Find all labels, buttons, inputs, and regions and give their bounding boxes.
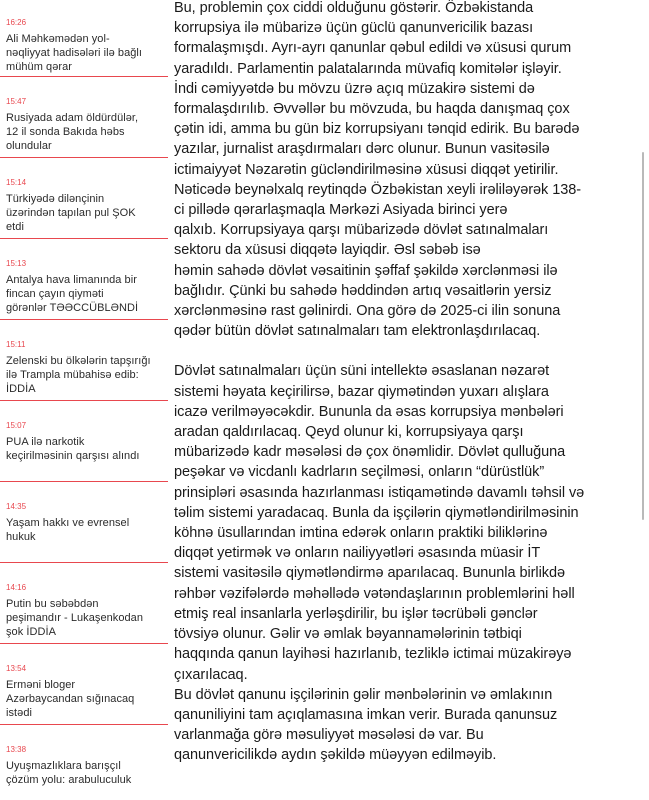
news-item[interactable] [0, 320, 168, 401]
scrollbar-thumb[interactable] [642, 152, 644, 520]
news-title-link[interactable]: PUA ilə narkotik keçirilməsinin qarşısı alındı [6, 436, 140, 462]
news-time: 15:14 [6, 178, 27, 187]
news-title-link[interactable]: Türkiyədə dilənçinin üzərindən tapılan pul ŞOK etdi [6, 193, 136, 233]
news-time: 13:38 [6, 745, 27, 754]
news-item[interactable] [0, 77, 168, 158]
news-time: 15:11 [6, 340, 26, 349]
news-item[interactable] [0, 563, 168, 644]
news-item[interactable] [0, 725, 168, 800]
news-time: 15:13 [6, 259, 27, 268]
news-title-link[interactable]: Uyuşmazlıklara barışçıl çözüm yolu: arabuluculuk [6, 760, 132, 786]
news-time: 15:07 [6, 421, 27, 430]
news-item[interactable] [0, 401, 168, 482]
news-time: 14:16 [6, 583, 27, 592]
article-paragraph: Bu dövlət qanunu işçilərinin gəlir mənbələrinin və əmlakının qanuniliyini tam açıqlamasına imkan verir. Burada qanunsuz varlanmağa görə məsuliyyət məsələsi də var. Bu qanunvericilikdə aydın şəkildə müəyyən edilməyib. [174, 686, 558, 764]
news-title-link[interactable]: Rusiyada adam öldürdülər, 12 il sonda Bakıda həbs olundular [6, 112, 139, 152]
news-item[interactable] [0, 0, 168, 77]
news-item[interactable] [0, 482, 168, 563]
news-title-link[interactable]: Ali Məhkəmədən yol- nəqliyyat hadisələri ilə bağlı mühüm qərar [6, 33, 143, 73]
news-title-link[interactable]: Zelenski bu ölkələrin tapşırığı ilə Trampla mübahisə edib: İDDİA [6, 355, 151, 395]
article-paragraph: Dövlət satınalmaları üçün süni intellektə əsaslanan nəzarət sistemi həyata keçirilirsə, bazar qiymətindən yuxarı alışlara icazə verilməyəcəkdir. Bununla da əsas korrupsiya mənbələri aradan qaldırılacaq. Qeyd olunur ki, korrupsiyaya qarşı mübarizədə kadr məsələsi də çox önəmlidir. Dövlət qulluğuna peşəkar və vicdanlı kadrların seçilməsi, onların “dürüstlük” prinsipləri əsasında hazırlanması istiqamətində davamlı təhsil və təlim sistemi yaradacaq. Bunla da işçilərin qiymətləndirilməsinin köhnə üsullarından imtina edərək onların praktiki biliklərinə diqqət yetirmək və onların nailiyyətləri əsasında müasir İT sistemi vasitəsilə qiymətləndirmə aparılacaq. Bununla birlikdə rəhbər vəzifələrdə məhəllədə vətəndaşlarının problemlərini həll etmiş real insanlarla yerləşdirilir, bu işlər təcrübəli gənclər tövsiyə olunur. Gəlir və əmlak bəyannamələrinin tətbiqi haqqında qanun layihəsi hazırlanıb, tezliklə ictimai müzakirəyə çıxarılacaq. [174, 363, 585, 683]
news-time: 16:26 [6, 18, 27, 27]
news-item[interactable] [0, 239, 168, 320]
news-item[interactable] [0, 644, 168, 725]
news-item[interactable] [0, 158, 168, 239]
news-time: 15:47 [6, 97, 27, 106]
news-title-link[interactable]: Erməni bloger Azərbaycandan sığınacaq istədi [6, 679, 135, 719]
article-body [174, 0, 644, 800]
news-title-link[interactable]: Antalya hava limanında bir fincan çayın qiyməti görənlər TƏƏCCÜBLƏNDİ [6, 274, 139, 314]
paragraph-gap [174, 341, 644, 361]
article-paragraph: Bu, problemin çox ciddi olduğunu göstərir. Özbəkistanda korrupsiya ilə mübarizə üçün güclü qanunvericilik bazası formalaşmışdı. Ayrı-ayrı qanunlar qəbul edildi və xüsusi qurum yaradıldı. Parlamentin palatalarında müvafiq komitələr işləyir. İndi cəmiyyətdə bu mövzu üzrə açıq müzakirə sistemi də formalaşdırılıb. Əvvəllər bu mövzuda, bu haqda danışmaq çox çətin idi, amma bu gün biz korrupsiyanı tənqid edirik. Bu barədə yazılar, jurnalist araşdırmaları dərc olunur. Bunun vasitəsilə ictimaiyyət Nəzarətin gücləndirilməsinə xüsusi diqqət yetirilir. Nəticədə beynəlxalq reytinqdə Özbəkistan xeyli irəliləyərək 138- ci pillədə qərarlaşmaqla Mərkəzi Asiyada birinci yerə qalxıb. Korrupsiyaya qarşı mübarizədə dövlət satınalmaları sektoru da xüsusi diqqətə layiqdir. Əsl səbəb isə həmin sahədə dövlət vəsaitinin şəffaf şəkildə xərclənməsi ilə bağlıdır. Çünki bu sahədə həddindən artıq vəsaitlərin yersiz xərclənməsinə rast gəlinirdi. Ona görə də 2025-ci ilin sonuna qədər bütün dövlət satınalmaları tam elektronlaşdırılacaq. [174, 0, 582, 340]
news-title-link[interactable]: Putin bu səbəbdən peşimandır - Lukaşenkodan şok İDDİA [6, 598, 143, 638]
news-time: 13:54 [6, 664, 27, 673]
news-sidebar [0, 0, 168, 800]
news-time: 14:35 [6, 502, 27, 511]
news-title-link[interactable]: Yaşam hakkı ve evrensel hukuk [6, 517, 130, 543]
